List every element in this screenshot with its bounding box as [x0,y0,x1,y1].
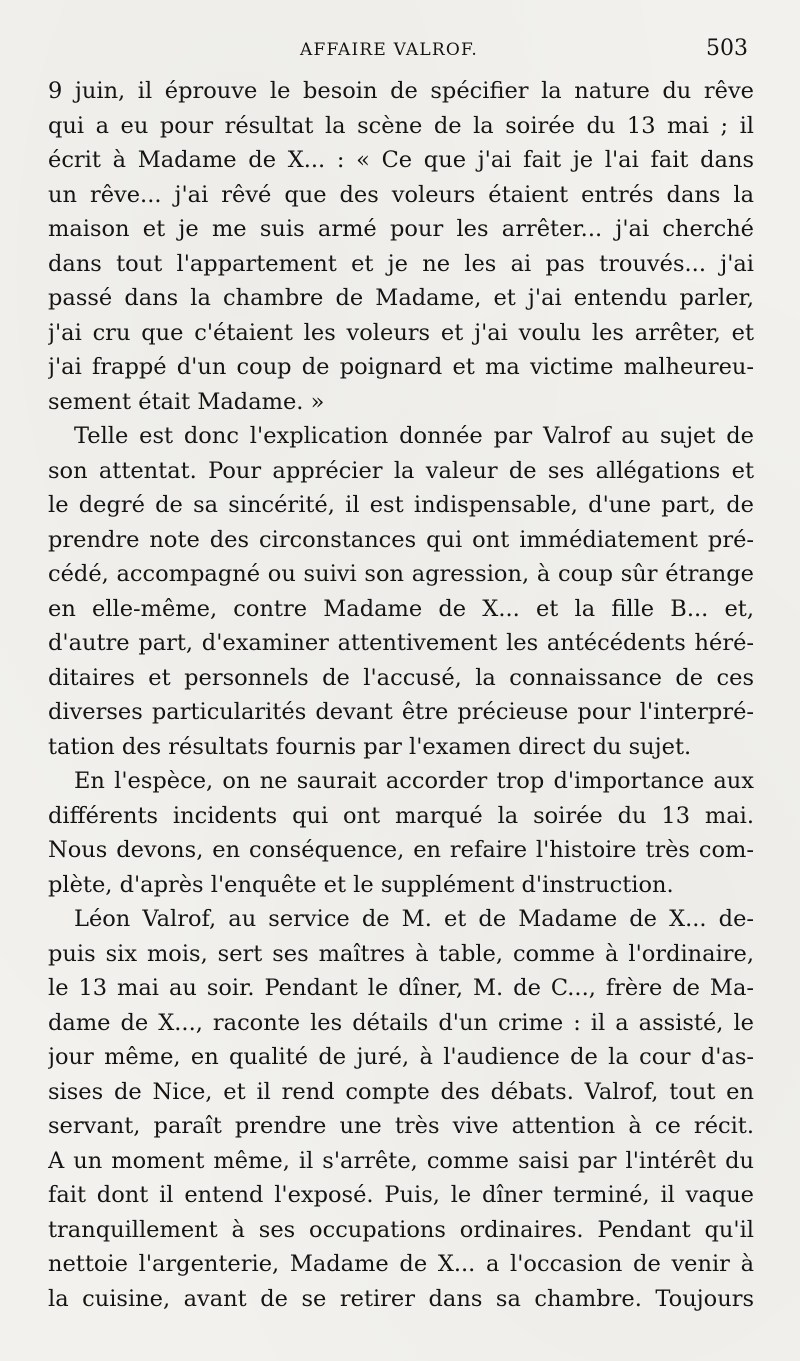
text-line: tranquillement à ses occupations ordinaires. Pendant qu'il [48,1216,754,1243]
text-line: Léon Valrof, au service de M. et de Madame de X... de- [74,906,754,932]
text-line: écrit à Madame de X... : « Ce que j'ai fait je l'ai fait dans [48,147,754,173]
text-line: son attentat. Pour apprécier la valeur de ses allégations et [48,457,754,484]
text-line: sises de Nice, et il rend compte des débats. Valrof, tout en [48,1078,754,1105]
text-line: qui a eu pour résultat la scène de la soirée du 13 mai ; il [48,112,754,139]
text-line: En l'espèce, on ne saurait accorder trop d'importance aux [74,768,754,794]
text-line: j'ai cru que c'étaient les voleurs et j'ai voulu les arrêter, et [48,319,754,346]
text-line: tation des résultats fournis par l'examen direct du sujet. [48,733,692,760]
text-line: le degré de sa sincérité, il est indispensable, d'une part, de [48,492,754,518]
text-line: puis six mois, sert ses maîtres à table, comme à l'ordinaire, [48,940,754,967]
text-line: plète, d'après l'enquête et le supplément d'instruction. [48,871,674,898]
text-line: Nous devons, en conséquence, en refaire l'histoire très com- [48,837,754,863]
text-line: cédé, accompagné ou suivi son agression, à coup sûr étrange [48,561,754,587]
text-line: passé dans la chambre de Madame, et j'ai entendu parler, [48,285,754,311]
text-line: ditaires et personnels de l'accusé, la connaissance de ces [48,664,754,691]
text-line: dans tout l'appartement et je ne les ai pas trouvés... j'ai [48,250,754,277]
text-line: A un moment même, il s'arrête, comme saisi par l'intérêt du [48,1147,754,1174]
text-line: en elle-même, contre Madame de X... et la fille B... et, [48,595,754,622]
text-line: jour même, en qualité de juré, à l'audience de la cour d'as- [48,1044,754,1070]
text-line: un rêve... j'ai rêvé que des voleurs étaient entrés dans la [48,181,754,208]
text-line: prendre note des circonstances qui ont immédiatement pré- [48,526,754,553]
text-line: différents incidents qui ont marqué la soirée du 13 mai. [48,802,754,829]
running-header [0,36,800,66]
page-number: 503 [706,36,748,61]
text-line: Telle est donc l'explication donnée par Valrof au sujet de [74,423,754,449]
text-line: sement était Madame. » [48,388,325,415]
text-line: d'autre part, d'examiner attentivement les antécédents héré- [48,630,754,656]
text-line: dame de X..., raconte les détails d'un crime : il a assisté, le [48,1009,754,1036]
body-text [48,74,754,1316]
running-title: AFFAIRE VALROF. [300,40,478,60]
text-line: diverses particularités devant être précieuse pour l'interpré- [48,699,754,725]
text-line: 9 juin, il éprouve le besoin de spécifier la nature du rêve [48,78,754,104]
text-line: nettoie l'argenterie, Madame de X... a l'occasion de venir à [48,1251,754,1277]
text-line: fait dont il entend l'exposé. Puis, le dîner terminé, il vaque [48,1182,754,1208]
text-line: le 13 mai au soir. Pendant le dîner, M. de C..., frère de Ma- [48,975,754,1001]
text-line: j'ai frappé d'un coup de poignard et ma victime malheureu- [48,354,754,380]
text-line: la cuisine, avant de se retirer dans sa chambre. Toujours [48,1285,754,1312]
text-line: maison et je me suis armé pour les arrêter... j'ai cherché [48,216,754,242]
text-line: servant, paraît prendre une très vive attention à ce récit. [48,1113,754,1139]
